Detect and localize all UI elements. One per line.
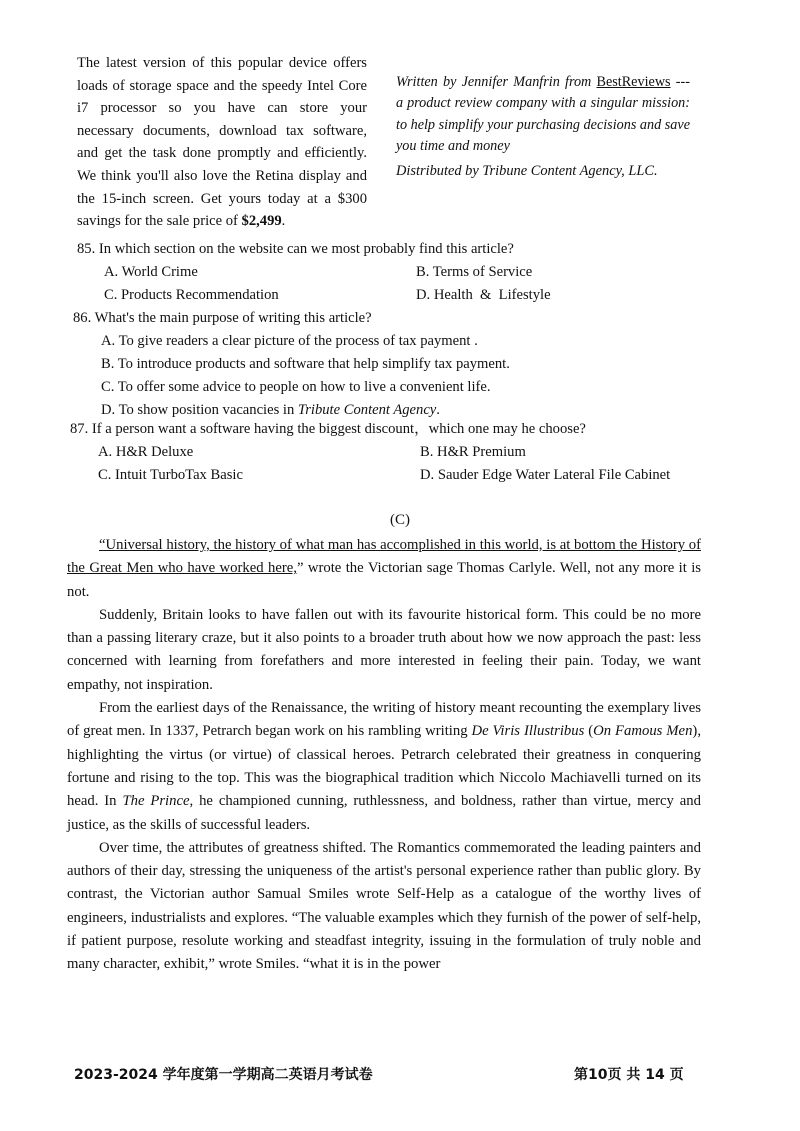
question-86-option-d-text: D. To show position vacancies in: [101, 402, 298, 418]
question-85-option-c: C. Products Recommendation: [104, 287, 279, 303]
question-85-option-b: B. Terms of Service: [416, 264, 533, 280]
question-86-option-d-italic: Tribute Content Agency: [297, 402, 437, 418]
passage-paragraph-1: [67, 534, 701, 604]
section-label: (C): [390, 512, 410, 528]
question-86-option-d-end: .: [436, 402, 440, 418]
byline: [396, 72, 690, 157]
passage-paragraph-1-rest: ” wrote the Victorian sage Thomas Carlyle. Well, not any more it is not.: [67, 560, 701, 600]
question-87-stem: 87. If a person want a software having the biggest discount，which one may he choose?: [70, 421, 586, 437]
question-86-stem: 86. What's the main purpose of writing this article?: [73, 310, 372, 326]
question-87-option-a: A. H&R Deluxe: [98, 444, 194, 460]
passage-c: [67, 534, 701, 977]
question-86-option-c: C. To offer some advice to people on how to live a convenient life.: [101, 379, 491, 395]
question-86-option-b: B. To introduce products and software that help simplify tax payment.: [101, 356, 510, 372]
question-85-option-a: A. World Crime: [104, 264, 198, 280]
question-87-option-d: D. Sauder Edge Water Lateral File Cabinet: [420, 467, 671, 483]
footer-page-number: 第10页 共 14 页: [574, 1067, 684, 1083]
p3-part-d: , he championed cunning, ruthlessness, and boldness, rather than virtue, mercy and justice, as the skills of successful leaders.: [67, 793, 701, 833]
byline-source: BestReviews: [596, 74, 671, 90]
question-85-option-d: D. Health & Lifestyle: [416, 287, 551, 303]
p3-part-b: (: [584, 723, 594, 740]
question-87-option-b: B. H&R Premium: [420, 444, 526, 460]
product-description-end: .: [281, 213, 286, 230]
question-85: [77, 238, 717, 308]
question-87: [70, 418, 730, 488]
distributed-by: Distributed by Tribune Content Agency, LLC.: [396, 163, 658, 180]
byline-block: [396, 72, 690, 182]
question-85-stem: 85. In which section on the website can we most probably find this article?: [77, 241, 514, 257]
product-description-text: The latest version of this popular device offers loads of storage space and the speedy Intel Core i7 processor so you have can store your necessary documents, download tax software, and get the task done promptly and efficiently. We think you'll also love the Retina display and the 15-inch screen. Get yours today at a $300 savings for the sale price of: [77, 55, 367, 230]
passage-paragraph-4: Over time, the attributes of greatness shifted. The Romantics commemorated the leading painters and authors of their day, stressing the uniqueness of the artist's personal experience rather than public glory. By contrast, the Victorian author Samual Smiles wrote Self-Help as a catalogue of the worthy lives of engineers, industrialists and explores. “The valuable examples which they furnish of the power of self-help, if patient purpose, resolute working and steadfast integrity, issuing in the formulation of truly noble and many character, exhibit,” wrote Smiles. “what it is in the power: [67, 839, 701, 973]
p3-part-c: ), highlighting the virtus (or virtue) of classical heroes. Petrarch celebrated their greatness in conquering fortune and rising to the top. This was the biographical tradition which Niccolo Machiavelli turned on its head. In: [67, 723, 701, 810]
p3-title-on-famous-men: On Famous Men: [593, 723, 693, 740]
product-description: [77, 52, 367, 233]
question-86-option-a: A. To give readers a clear picture of the process of tax payment .: [101, 333, 478, 349]
p3-title-the-prince: The Prince: [122, 793, 190, 810]
passage-paragraph-3: [67, 697, 701, 837]
p3-part-a: From the earliest days of the Renaissance, the writing of history meant recounting the exemplary lives of great men. In 1337, Petrarch began work on his rambling writing: [67, 700, 701, 740]
question-86: [73, 307, 713, 422]
question-87-option-c: C. Intuit TurboTax Basic: [98, 467, 243, 483]
byline-written: Written by Jennifer Manfrin from: [396, 74, 597, 90]
passage-quote: “Universal history, the history of what man has accomplished in this world, is at bottom the History of the Great Men who have worked here,: [67, 537, 701, 577]
passage-paragraph-2: Suddenly, Britain looks to have fallen out with its favourite historical form. This could be no more than a passing literary craze, but it also points to a broader truth about how we now approach the past: less concerned with learning from forefathers and more interested in feeling their pain. Today, we want empathy, not inspiration.: [67, 606, 701, 693]
p3-title-de-viris: De Viris Illustribus: [471, 723, 585, 740]
sale-price: $2,499: [241, 213, 282, 230]
byline-rest: --- a product review company with a singular mission: to help simplify your purchasing decisions and save you time and money: [396, 74, 690, 154]
footer-exam-title: 2023-2024 学年度第一学期高二英语月考试卷: [74, 1067, 373, 1083]
